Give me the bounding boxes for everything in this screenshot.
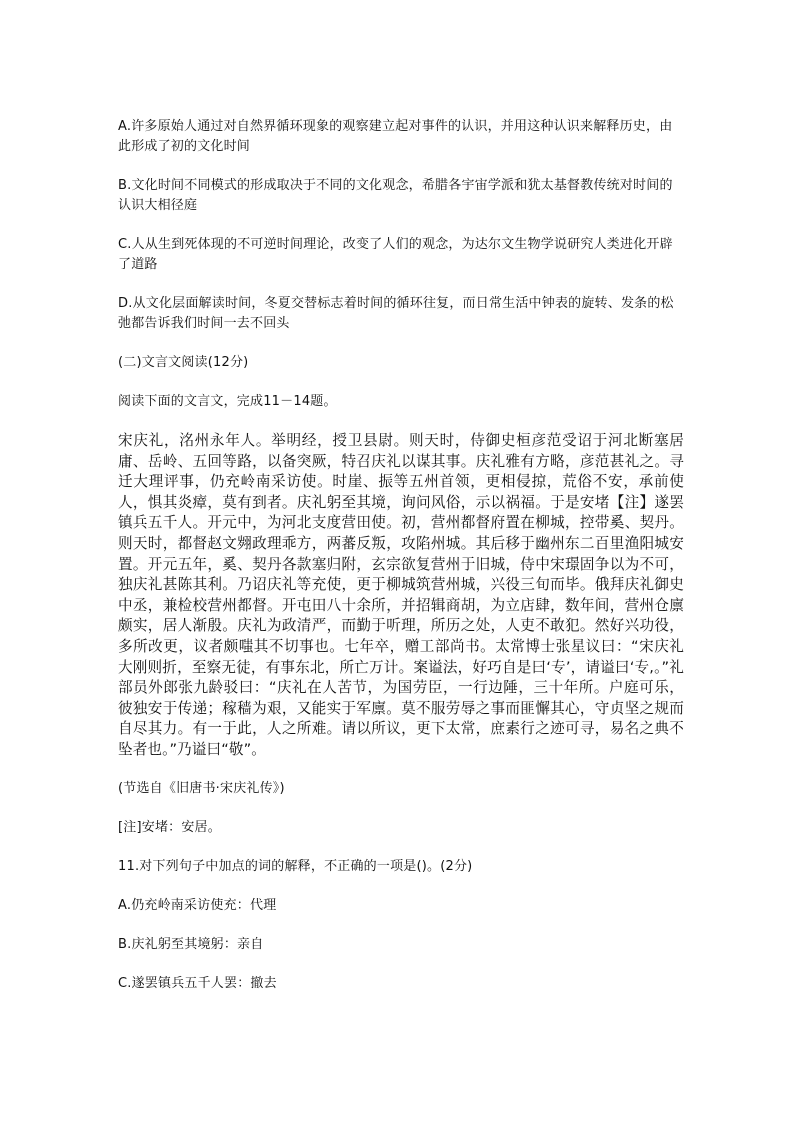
section-instruction: 阅读下面的文言文，完成11－14题。 [118,394,337,409]
option-c-previous: C.人从生到死体现的不可逆时间理论，改变了人们的观念，为达尔文生物学说研究人类进化开辟了道路 [118,237,673,272]
classical-chinese-passage: 宋庆礼，洺州永年人。举明经，授卫县尉。则天时，侍御史桓彦范受诏于河北断塞居庸、岳岭、五回等路，以备突厥，特召庆礼以谋其事。庆礼雅有方略，彦范甚礼之。寻迁大理评事，仍充岭南采访使。时崖、振等五州首领，更相侵掠，荒俗不安，承前使人，惧其炎瘴，莫有到者。庆礼躬至其境，询问风俗，示以祸福。于是安堵【注】遂罢镇兵五千人。开元中，为河北支度营田使。初，营州都督府置在柳城，控带奚、契丹。则天时，都督赵文翙政理乖方，两蕃反叛，攻陷州城。其后移于幽州东二百里渔阳城安置。开元五年，奚、契丹各款塞归附，玄宗欲复营州于旧城，侍中宋璟固争以为不可，独庆礼甚陈其利。乃诏庆礼等充使，更于柳城筑营州城，兴役三旬而毕。俄拜庆礼御史中丞，兼检校营州都督。开屯田八十余所，并招辑商胡，为立店肆，数年间，营州仓廪颇实，居人渐殷。庆礼为政清严，而勤于听理，所历之处，人吏不敢犯。然好兴功役，多所改更，议者颇嗤其不切事也。七年卒，赠工部尚书。太常博士张星议曰：“宋庆礼大刚则折，至察无徒，有事东北，所亡万计。案谥法，好巧自是曰‘专’，请谥曰‘专,。”礼部员外郎张九龄驳曰：“庆礼在人苦节，为国劳臣，一行边陲，三十年所。户庭可乐，彼独安于传递；稼穑为艰，又能实于军廪。莫不服劳辱之事而匪懈其心，守贞坚之规而自尽其力。有一于此，人之所难。请以所议，更下太常，庶素行之迹可寻，易名之典不坠者也。”乃谥曰“敬”。 [118,432,684,758]
passage-source: (节选自《旧唐书·宋庆礼传》) [118,780,285,796]
option-a-previous: A.许多原始人通过对自然界循环现象的观察建立起对事件的认识，并用这种认识来解释历史，由此形成了初的文化时间 [118,119,673,154]
question-11-option-b: B.庆礼躬至其境躬：亲自 [118,936,264,952]
passage-note: [注]安堵：安居。 [118,819,221,835]
section-heading: (二)文言文阅读(12分) [118,355,249,370]
option-d-previous: D.从文化层面解读时间，冬夏交替标志着时间的循环往复，而日常生活中钟表的旋转、发条的松弛都告诉我们时间一去不回头 [118,296,674,331]
option-b-previous: B.文化时间不同模式的形成取决于不同的文化观念，希腊各宇宙学派和犹太基督教传统对时间的认识大相径庭 [118,178,673,213]
question-11-option-a: A.仍充岭南采访使充：代理 [118,897,277,913]
document-page [118,117,684,1013]
question-11-option-c: C.遂罢镇兵五千人罢：撤去 [118,975,277,991]
question-11-stem: 11.对下列句子中加点的词的解释，不正确的一项是()。(2分) [118,858,473,874]
